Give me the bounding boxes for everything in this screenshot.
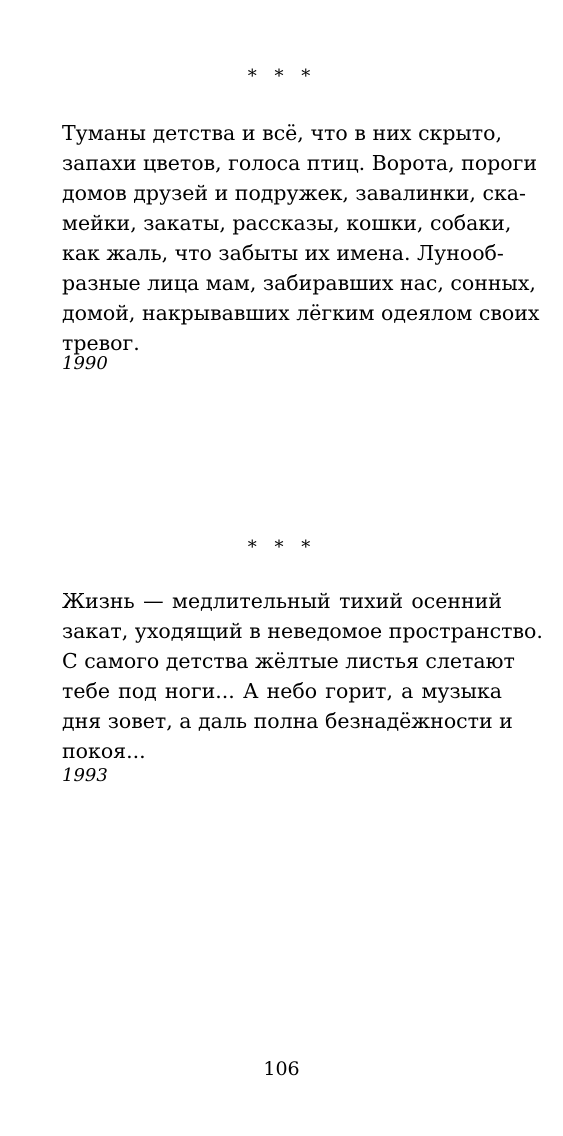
poem-line: тревог.	[62, 331, 140, 355]
poem-1	[62, 66, 502, 88]
poem-line: тебе под ноги... А небо горит, а музыка	[62, 679, 502, 703]
section-divider-stars: * * *	[247, 66, 317, 87]
poem-line: С самого детства жёлтые листья слетают	[62, 649, 515, 673]
poem-year: 1990	[62, 353, 108, 374]
poem-line: домов друзей и подружек, завалинки, ска-	[62, 181, 526, 205]
poem-line: дня зовет, а даль полна безнадёжности и	[62, 709, 513, 733]
poem-line: разные лица мам, забиравших нас, сонных,	[62, 271, 536, 295]
section-divider-stars: * * *	[247, 537, 317, 558]
poem-line: покоя...	[62, 739, 146, 763]
poem-2-text	[62, 586, 543, 766]
poem-2	[62, 537, 502, 559]
poem-line: Жизнь — медлительный тихий осенний	[62, 589, 502, 613]
poem-1-text	[62, 118, 540, 358]
poem-line: запахи цветов, голоса птиц. Ворота, пороги	[62, 151, 538, 175]
poem-line: как жаль, что забыты их имена. Лунооб-	[62, 241, 504, 265]
page-number: 106	[263, 1058, 300, 1080]
poem-line: мейки, закаты, рассказы, кошки, собаки,	[62, 211, 512, 235]
poem-year: 1993	[62, 765, 108, 786]
poem-2-year-wrap	[62, 764, 502, 788]
poem-line: закат, уходящий в неведомое пространство.	[62, 619, 543, 643]
poem-line: Туманы детства и всё, что в них скрыто,	[62, 121, 502, 145]
poem-1-year-wrap	[62, 352, 502, 376]
poem-line: домой, накрывавших лёгким одеялом своих	[62, 301, 540, 325]
